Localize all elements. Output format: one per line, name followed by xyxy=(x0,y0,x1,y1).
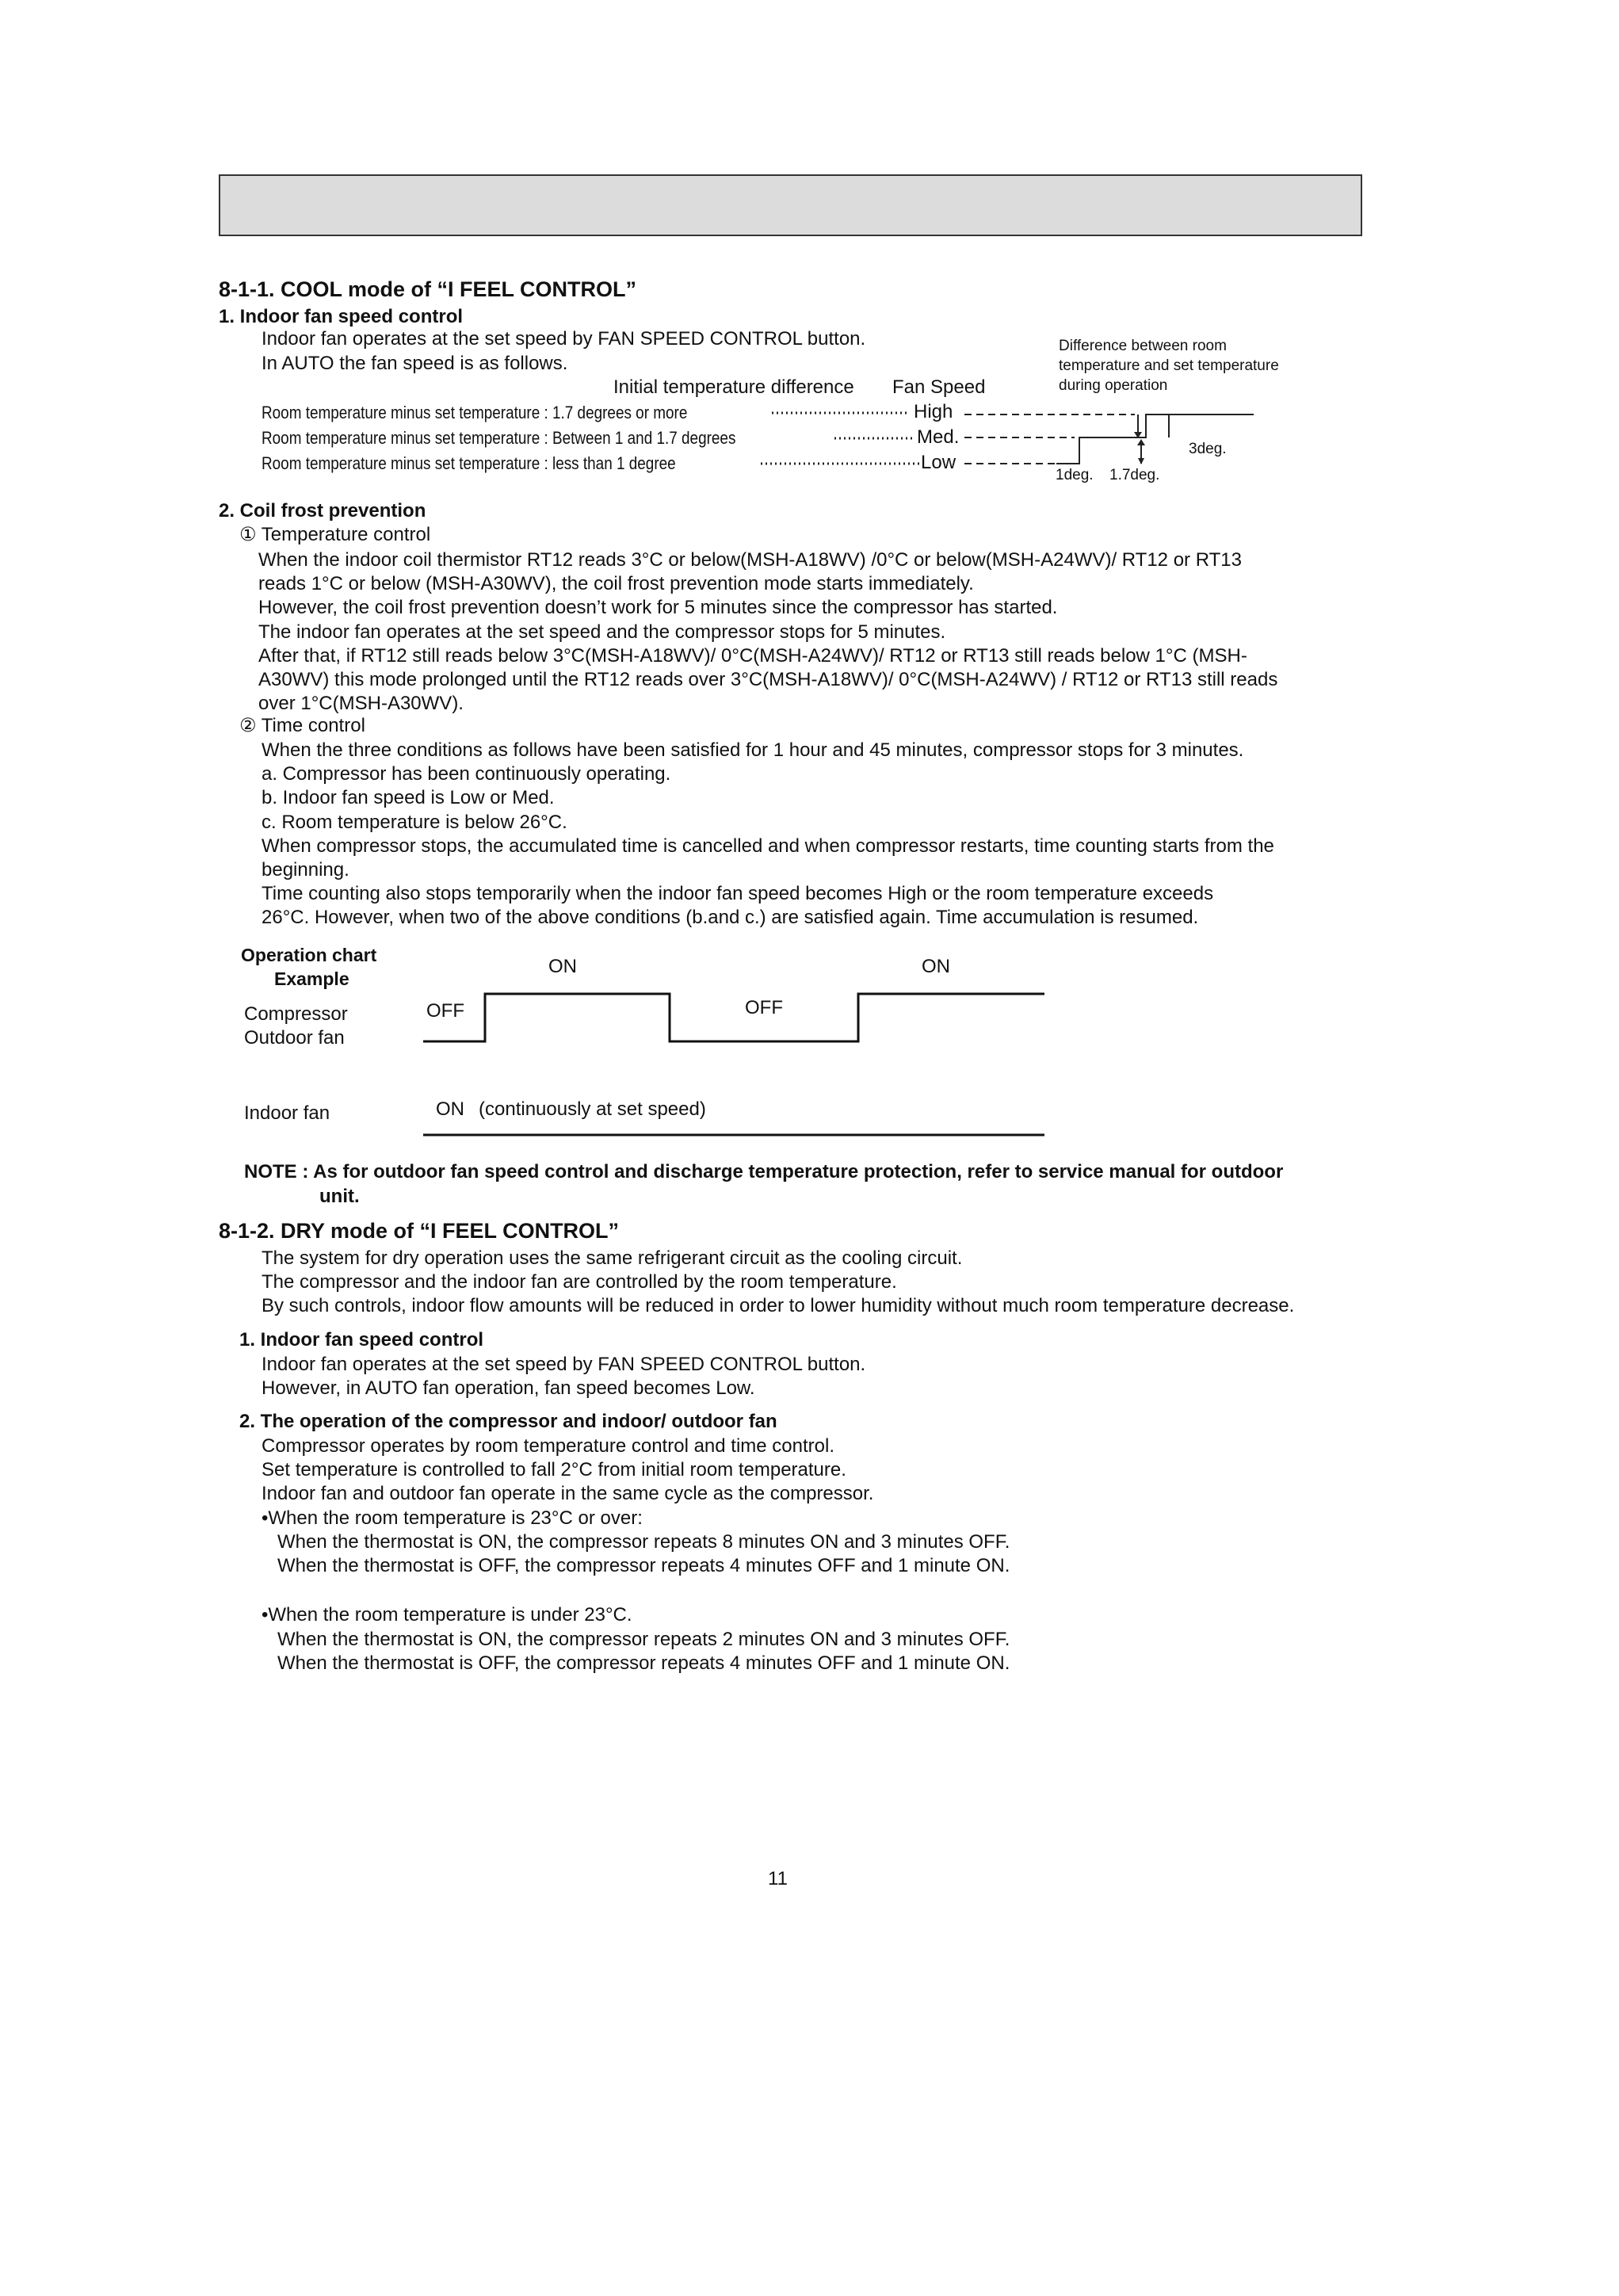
dry-comp-heading: 2. The operation of the compressor and indoor/ outdoor fan xyxy=(239,1411,777,1432)
text-line: c. Room temperature is below 26°C. xyxy=(262,811,567,833)
chart-compressor-label: Compressor xyxy=(244,1003,348,1025)
text-line: Set temperature is controlled to fall 2°C from initial room temperature. xyxy=(262,1459,846,1481)
arrow-head-icon xyxy=(1138,458,1144,464)
note-line-1: NOTE : As for outdoor fan speed control and discharge temperature protection, refer to service manual for outdoor xyxy=(244,1161,1284,1182)
text-line: However, in AUTO fan operation, fan speed becomes Low. xyxy=(262,1377,755,1400)
note-line-2: unit. xyxy=(319,1186,360,1207)
chart-on-label-1: ON xyxy=(548,956,577,977)
chart-title: Operation chart xyxy=(241,945,377,965)
fan-row-label: Room temperature minus set temperature : 1.7 degrees or more xyxy=(262,403,688,422)
text-line: When the thermostat is OFF, the compressor repeats 4 minutes OFF and 1 minute ON. xyxy=(277,1555,1010,1577)
text-line: 26°C. However, when two of the above conditions (b.and c.) are satisfied again. Time accumulation is resumed. xyxy=(262,907,1199,929)
text-line: •When the room temperature is 23°C or over: xyxy=(262,1507,643,1529)
text-line: reads 1°C or below (MSH-A30WV), the coil frost prevention mode starts immediately. xyxy=(258,573,974,595)
chart-off-label-1: OFF xyxy=(426,1000,464,1022)
chart-off-label-2: OFF xyxy=(745,997,783,1018)
diagram-label-1-7deg: 1.7deg. xyxy=(1109,467,1160,483)
text-line: a. Compressor has been continuously operating. xyxy=(262,763,671,785)
text-line: However, the coil frost prevention doesn’t work for 5 minutes since the compressor has started. xyxy=(258,597,1058,619)
hysteresis-step-line xyxy=(1056,415,1254,464)
text-line: The indoor fan operates at the set speed and the compressor stops for 5 minutes. xyxy=(258,621,946,643)
cool-fan-line1: Indoor fan operates at the set speed by FAN SPEED CONTROL button. xyxy=(262,328,866,350)
text-line: b. Indoor fan speed is Low or Med. xyxy=(262,787,555,809)
cool-heading: 8-1-1. COOL mode of “I FEEL CONTROL” xyxy=(219,277,637,301)
col-fan-speed: Fan Speed xyxy=(892,376,986,398)
text-line: Compressor operates by room temperature control and time control. xyxy=(262,1435,834,1457)
dry-under-heading: •When the room temperature is under 23°C. xyxy=(262,1604,632,1626)
fan-speed-step-diagram xyxy=(964,415,1254,464)
time-control-heading: ② Time control xyxy=(239,715,365,736)
arrow-up-icon xyxy=(1137,439,1145,445)
text-line: After that, if RT12 still reads below 3°C(MSH-A18WV)/ 0°C(MSH-A24WV)/ RT12 or RT13 still reads below 1°C (MSH- xyxy=(258,644,1247,667)
diagram-label-1deg: 1deg. xyxy=(1056,467,1094,483)
dry-heading: 8-1-2. DRY mode of “I FEEL CONTROL” xyxy=(219,1219,620,1243)
temp-control-heading: ① Temperature control xyxy=(239,524,431,545)
text-line: over 1°C(MSH-A30WV). xyxy=(258,693,464,715)
text-line: Time counting also stops temporarily when the indoor fan speed becomes High or the room temperature exceeds xyxy=(262,883,1214,905)
fan-row-label: Room temperature minus set temperature : Between 1 and 1.7 degrees xyxy=(262,428,736,448)
fan-speed-low: Low xyxy=(921,452,957,473)
frost-heading: 2. Coil frost prevention xyxy=(219,500,426,521)
text-line: When the thermostat is OFF, the compressor repeats 4 minutes OFF and 1 minute ON. xyxy=(277,1652,1010,1675)
text-line: The compressor and the indoor fan are controlled by the room temperature. xyxy=(262,1271,897,1293)
chart-on-label-2: ON xyxy=(922,956,950,977)
text-line: When the three conditions as follows have been satisfied for 1 hour and 45 minutes, compressor stops for 3 minutes. xyxy=(262,739,1244,761)
text-line: When the indoor coil thermistor RT12 reads 3°C or below(MSH-A18WV) /0°C or below(MSH-A24WV)/ RT12 or RT13 xyxy=(258,549,1242,571)
diagram-caption-2: temperature and set temperature xyxy=(1059,357,1279,374)
text-line: beginning. xyxy=(262,859,349,881)
fan-speed-med: Med. xyxy=(917,426,960,448)
col-initial-diff: Initial temperature difference xyxy=(613,376,854,398)
compressor-waveform xyxy=(423,994,1044,1041)
diagram-caption-3: during operation xyxy=(1059,377,1168,394)
chart-indoor-state: ON xyxy=(436,1098,464,1120)
cool-fan-line2: In AUTO the fan speed is as follows. xyxy=(262,353,568,374)
fan-row-label: Room temperature minus set temperature : less than 1 degree xyxy=(262,453,676,473)
diagram-caption-1: Difference between room xyxy=(1059,338,1227,354)
text-line: The system for dry operation uses the same refrigerant circuit as the cooling circuit. xyxy=(262,1247,963,1269)
text-line: Indoor fan and outdoor fan operate in the same cycle as the compressor. xyxy=(262,1483,874,1505)
text-line: When the thermostat is ON, the compressor repeats 2 minutes ON and 3 minutes OFF. xyxy=(277,1629,1010,1650)
chart-outdoor-fan-label: Outdoor fan xyxy=(244,1027,345,1049)
dry-fan-heading: 1. Indoor fan speed control xyxy=(239,1329,484,1350)
text-line: When compressor stops, the accumulated time is cancelled and when compressor restarts, time counting starts from the xyxy=(262,835,1274,857)
text-line: By such controls, indoor flow amounts will be reduced in order to lower humidity without much room temperature decrease. xyxy=(262,1295,1295,1317)
chart-indoor-fan-label: Indoor fan xyxy=(244,1102,330,1124)
cool-fan-heading: 1. Indoor fan speed control xyxy=(219,306,464,327)
text-line: When the thermostat is ON, the compressor repeats 8 minutes ON and 3 minutes OFF. xyxy=(277,1531,1010,1553)
fan-speed-high: High xyxy=(914,401,953,422)
text-line: A30WV) this mode prolonged until the RT12 reads over 3°C(MSH-A18WV)/ 0°C(MSH-A24WV) / RT12 or RT13 still reads xyxy=(258,669,1278,691)
page-number: 11 xyxy=(768,1868,788,1889)
chart-subtitle: Example xyxy=(274,968,349,989)
text-line: Indoor fan operates at the set speed by FAN SPEED CONTROL button. xyxy=(262,1354,866,1375)
chart-indoor-note: (continuously at set speed) xyxy=(479,1098,706,1120)
diagram-label-3deg: 3deg. xyxy=(1189,441,1227,457)
